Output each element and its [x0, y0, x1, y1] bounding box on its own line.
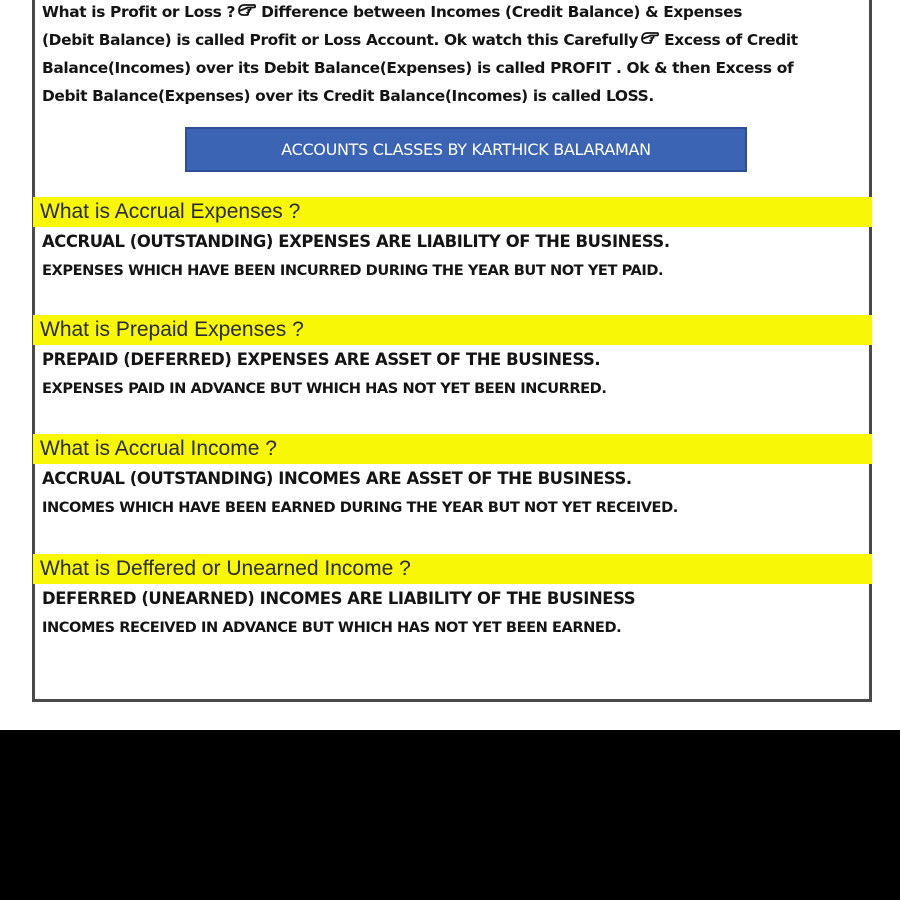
intro-line-4: Debit Balance(Expenses) over its Credit Balance(Incomes) is called LOSS.: [42, 87, 654, 105]
pointing-hand-icon: [640, 29, 660, 57]
answer-secondary: INCOMES WHICH HAVE BEEN EARNED DURING THE YEAR BUT NOT YET RECEIVED.: [42, 499, 678, 516]
answer-secondary: EXPENSES PAID IN ADVANCE BUT WHICH HAS NOT YET BEEN INCURRED.: [42, 380, 607, 397]
notes-card: [32, 0, 872, 702]
intro-line-1: [42, 0, 868, 26]
banner-label: ACCOUNTS CLASSES BY KARTHICK BALARAMAN: [281, 140, 651, 159]
section-prepaid-expenses: [35, 315, 872, 403]
intro-question: What is Profit or Loss ?: [42, 3, 236, 21]
question-heading: What is Accrual Expenses ?: [33, 197, 872, 227]
intro-text: (Debit Balance) is called Profit or Loss Account. Ok watch this Carefully: [42, 31, 639, 49]
accounts-classes-banner: [185, 127, 747, 172]
answer-secondary: EXPENSES WHICH HAVE BEEN INCURRED DURING THE YEAR BUT NOT YET PAID.: [42, 262, 664, 279]
answer-primary: ACCRUAL (OUTSTANDING) EXPENSES ARE LIABILITY OF THE BUSINESS.: [42, 232, 670, 251]
pointing-hand-icon: [237, 1, 257, 29]
question-heading: What is Prepaid Expenses ?: [33, 315, 872, 345]
question-heading: What is Accrual Income ?: [33, 434, 872, 464]
answer-primary: PREPAID (DEFERRED) EXPENSES ARE ASSET OF THE BUSINESS.: [42, 350, 601, 369]
answer-primary: ACCRUAL (OUTSTANDING) INCOMES ARE ASSET OF THE BUSINESS.: [42, 469, 632, 488]
intro-line-2: [42, 26, 868, 54]
section-accrual-expenses: [35, 197, 872, 285]
intro-text: Excess of Credit: [664, 31, 798, 49]
section-deferred-income: [35, 554, 872, 642]
intro-paragraph: [42, 0, 868, 110]
question-heading: What is Deffered or Unearned Income ?: [33, 554, 872, 584]
intro-line-3: Balance(Incomes) over its Debit Balance(Expenses) is called PROFIT . Ok & then Excess of: [42, 59, 794, 77]
answer-primary: DEFERRED (UNEARNED) INCOMES ARE LIABILITY OF THE BUSINESS: [42, 589, 636, 608]
intro-definition: Difference between Incomes (Credit Balance) & Expenses: [261, 3, 743, 21]
section-accrual-income: [35, 434, 872, 522]
answer-secondary: INCOMES RECEIVED IN ADVANCE BUT WHICH HAS NOT YET BEEN EARNED.: [42, 619, 622, 636]
